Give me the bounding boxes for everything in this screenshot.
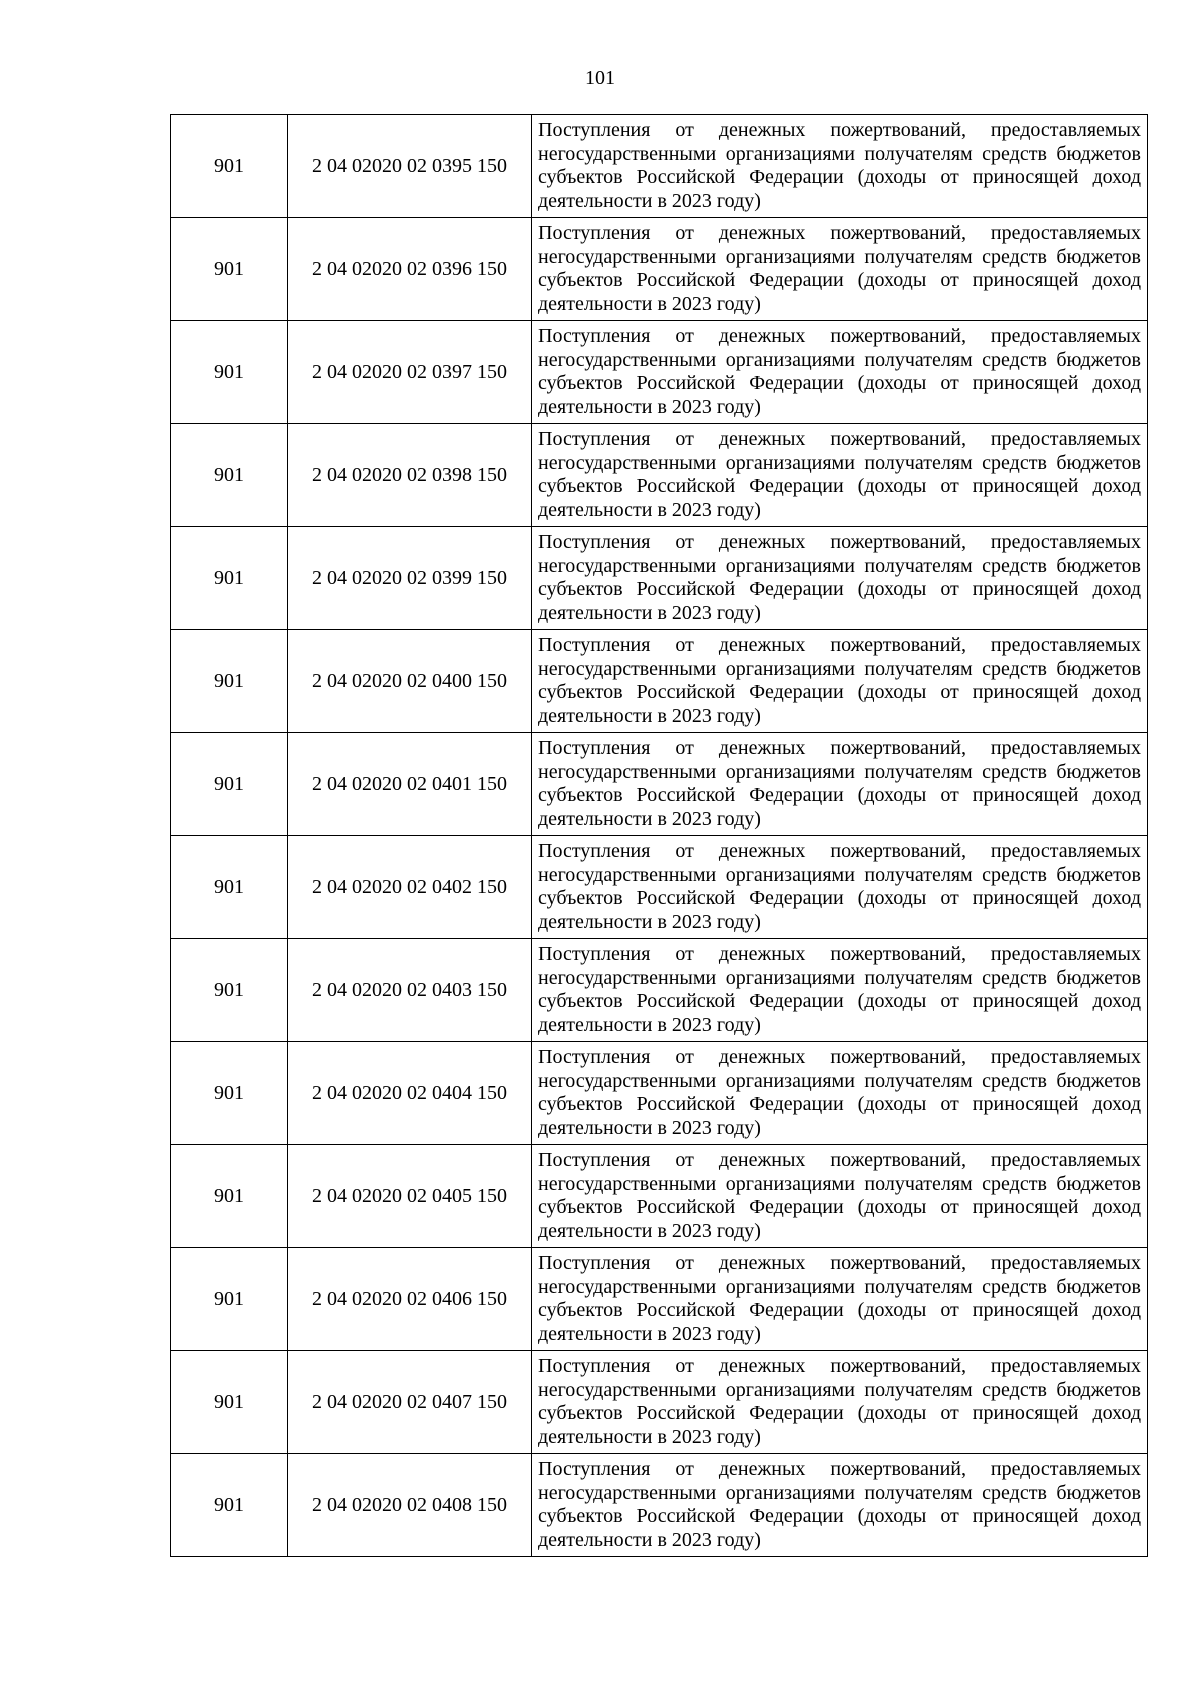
admin-code-cell: 901 xyxy=(171,1145,288,1248)
table-row xyxy=(171,424,1148,527)
admin-code-cell: 901 xyxy=(171,1248,288,1351)
budget-code-cell: 2 04 02020 02 0408 150 xyxy=(288,1454,532,1557)
admin-code-cell: 901 xyxy=(171,939,288,1042)
table-row xyxy=(171,1351,1148,1454)
description-cell: Поступления от денежных пожертвований, предоставляемых негосударственными организациями получателям средств бюджетов субъектов Российской Федерации (доходы от приносящей доход деятельности в 2023 году) xyxy=(532,939,1148,1042)
table-row xyxy=(171,1454,1148,1557)
description-cell: Поступления от денежных пожертвований, предоставляемых негосударственными организациями получателям средств бюджетов субъектов Российской Федерации (доходы от приносящей доход деятельности в 2023 году) xyxy=(532,1248,1148,1351)
admin-code-cell: 901 xyxy=(171,321,288,424)
budget-code-cell: 2 04 02020 02 0402 150 xyxy=(288,836,532,939)
description-cell: Поступления от денежных пожертвований, предоставляемых негосударственными организациями получателям средств бюджетов субъектов Российской Федерации (доходы от приносящей доход деятельности в 2023 году) xyxy=(532,321,1148,424)
table-row xyxy=(171,1248,1148,1351)
budget-code-cell: 2 04 02020 02 0399 150 xyxy=(288,527,532,630)
table-row xyxy=(171,1042,1148,1145)
budget-code-cell: 2 04 02020 02 0407 150 xyxy=(288,1351,532,1454)
budget-code-cell: 2 04 02020 02 0396 150 xyxy=(288,218,532,321)
table-row xyxy=(171,836,1148,939)
admin-code-cell: 901 xyxy=(171,527,288,630)
admin-code-cell: 901 xyxy=(171,1351,288,1454)
budget-code-cell: 2 04 02020 02 0406 150 xyxy=(288,1248,532,1351)
description-cell: Поступления от денежных пожертвований, предоставляемых негосударственными организациями получателям средств бюджетов субъектов Российской Федерации (доходы от приносящей доход деятельности в 2023 году) xyxy=(532,1351,1148,1454)
table-row xyxy=(171,218,1148,321)
description-cell: Поступления от денежных пожертвований, предоставляемых негосударственными организациями получателям средств бюджетов субъектов Российской Федерации (доходы от приносящей доход деятельности в 2023 году) xyxy=(532,527,1148,630)
page-number: 101 xyxy=(585,67,615,89)
description-cell: Поступления от денежных пожертвований, предоставляемых негосударственными организациями получателям средств бюджетов субъектов Российской Федерации (доходы от приносящей доход деятельности в 2023 году) xyxy=(532,1145,1148,1248)
budget-code-cell: 2 04 02020 02 0395 150 xyxy=(288,115,532,218)
table-row xyxy=(171,630,1148,733)
table-row xyxy=(171,939,1148,1042)
budget-code-cell: 2 04 02020 02 0405 150 xyxy=(288,1145,532,1248)
table-row xyxy=(171,527,1148,630)
table-body xyxy=(171,115,1148,1557)
description-cell: Поступления от денежных пожертвований, предоставляемых негосударственными организациями получателям средств бюджетов субъектов Российской Федерации (доходы от приносящей доход деятельности в 2023 году) xyxy=(532,424,1148,527)
budget-code-cell: 2 04 02020 02 0398 150 xyxy=(288,424,532,527)
admin-code-cell: 901 xyxy=(171,836,288,939)
budget-code-cell: 2 04 02020 02 0397 150 xyxy=(288,321,532,424)
table-row xyxy=(171,321,1148,424)
admin-code-cell: 901 xyxy=(171,1042,288,1145)
admin-code-cell: 901 xyxy=(171,733,288,836)
budget-code-cell: 2 04 02020 02 0403 150 xyxy=(288,939,532,1042)
admin-code-cell: 901 xyxy=(171,218,288,321)
table-row xyxy=(171,115,1148,218)
budget-code-cell: 2 04 02020 02 0400 150 xyxy=(288,630,532,733)
description-cell: Поступления от денежных пожертвований, предоставляемых негосударственными организациями получателям средств бюджетов субъектов Российской Федерации (доходы от приносящей доход деятельности в 2023 году) xyxy=(532,1454,1148,1557)
description-cell: Поступления от денежных пожертвований, предоставляемых негосударственными организациями получателям средств бюджетов субъектов Российской Федерации (доходы от приносящей доход деятельности в 2023 году) xyxy=(532,218,1148,321)
budget-code-cell: 2 04 02020 02 0404 150 xyxy=(288,1042,532,1145)
budget-code-cell: 2 04 02020 02 0401 150 xyxy=(288,733,532,836)
description-cell: Поступления от денежных пожертвований, предоставляемых негосударственными организациями получателям средств бюджетов субъектов Российской Федерации (доходы от приносящей доход деятельности в 2023 году) xyxy=(532,1042,1148,1145)
admin-code-cell: 901 xyxy=(171,1454,288,1557)
description-cell: Поступления от денежных пожертвований, предоставляемых негосударственными организациями получателям средств бюджетов субъектов Российской Федерации (доходы от приносящей доход деятельности в 2023 году) xyxy=(532,630,1148,733)
table-row xyxy=(171,733,1148,836)
description-cell: Поступления от денежных пожертвований, предоставляемых негосударственными организациями получателям средств бюджетов субъектов Российской Федерации (доходы от приносящей доход деятельности в 2023 году) xyxy=(532,836,1148,939)
budget-codes-table xyxy=(170,114,1148,1557)
description-cell: Поступления от денежных пожертвований, предоставляемых негосударственными организациями получателям средств бюджетов субъектов Российской Федерации (доходы от приносящей доход деятельности в 2023 году) xyxy=(532,115,1148,218)
table-row xyxy=(171,1145,1148,1248)
admin-code-cell: 901 xyxy=(171,115,288,218)
admin-code-cell: 901 xyxy=(171,424,288,527)
description-cell: Поступления от денежных пожертвований, предоставляемых негосударственными организациями получателям средств бюджетов субъектов Российской Федерации (доходы от приносящей доход деятельности в 2023 году) xyxy=(532,733,1148,836)
admin-code-cell: 901 xyxy=(171,630,288,733)
